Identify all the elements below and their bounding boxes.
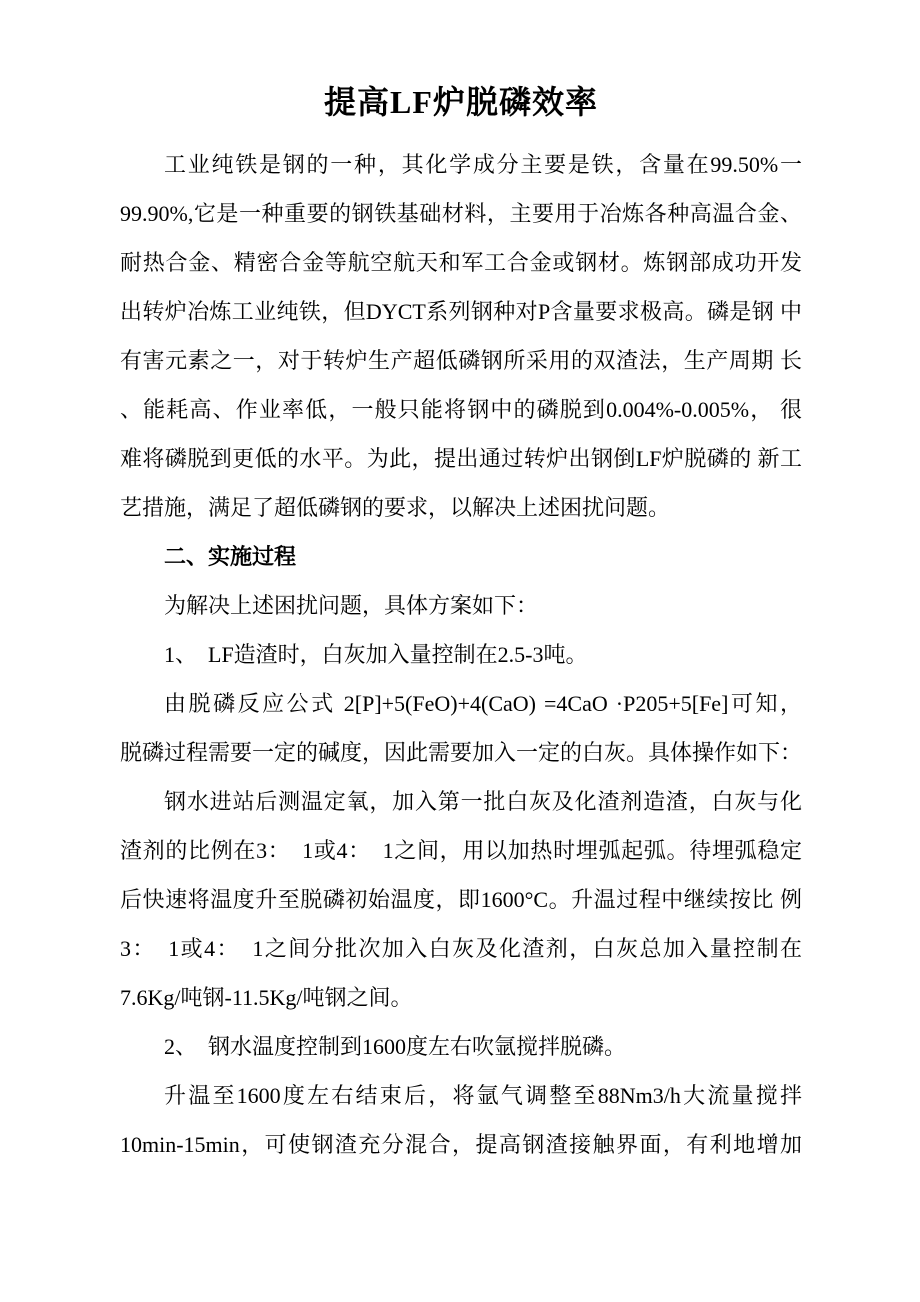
document-line: 3： 1或4： 1之间分批次加入白灰及化渣剂，白灰总加入量控制在 bbox=[120, 936, 802, 961]
document-line: 钢水进站后测温定氧，加入第一批白灰及化渣剂造渣，白灰与化 bbox=[164, 789, 802, 814]
document-line: 艺措施，满足了超低磷钢的要求，以解决上述困扰问题。 bbox=[120, 495, 671, 520]
document-line: 渣剂的比例在3： 1或4： 1之间，用以加热时埋弧起弧。待埋弧稳定 bbox=[120, 838, 802, 863]
document-body bbox=[120, 140, 802, 1169]
document-line: 出转炉冶炼工业纯铁，但DYCT系列钢种对P含量要求极高。磷是钢 中 bbox=[120, 299, 802, 324]
document-line: 、能耗高、作业率低，一般只能将钢中的磷脱到0.004%-0.005%， 很 bbox=[120, 397, 802, 422]
document-line: 耐热合金、精密合金等航空航天和军工合金或钢材。炼钢部成功开发 bbox=[120, 250, 802, 275]
document-line: 难将磷脱到更低的水平。为此，提出通过转炉出钢倒LF炉脱磷的 新工 bbox=[120, 446, 802, 471]
section-heading: 二、实施过程 bbox=[164, 544, 297, 569]
document-title: 提高LF炉脱磷效率 bbox=[324, 84, 598, 120]
document-line: 10min-15min，可使钢渣充分混合，提高钢渣接触界面，有利地增加 bbox=[120, 1132, 802, 1157]
document-line: 工业纯铁是钢的一种，其化学成分主要是铁，含量在99.50%一 bbox=[164, 152, 802, 177]
document-line: 升温至1600度左右结束后，将氩气调整至88Nm3/h大流量搅拌 bbox=[164, 1083, 802, 1108]
document-line: 99.90%,它是一种重要的钢铁基础材料，主要用于冶炼各种高温合金、 bbox=[120, 201, 802, 226]
document-line: 有害元素之一，对于转炉生产超低磷钢所采用的双渣法，生产周期 长 bbox=[120, 348, 802, 373]
document-line: 由脱磷反应公式 2[P]+5(FeO)+4(CaO) =4CaO ·P205+5[Fe]可知， bbox=[164, 691, 802, 716]
document-line: 后快速将温度升至脱磷初始温度，即1600°C。升温过程中继续按比 例 bbox=[120, 887, 802, 912]
document-line: 脱磷过程需要一定的碱度，因此需要加入一定的白灰。具体操作如下： bbox=[120, 740, 802, 765]
document-line: 2、 钢水温度控制到1600度左右吹氩搅拌脱磷。 bbox=[164, 1034, 627, 1059]
document-line: 7.6Kg/吨钢-11.5Kg/吨钢之间。 bbox=[120, 985, 413, 1010]
document-line: 1、 LF造渣时，白灰加入量控制在2.5-3吨。 bbox=[164, 642, 588, 667]
document-line: 为解决上述困扰问题，具体方案如下： bbox=[164, 593, 539, 618]
